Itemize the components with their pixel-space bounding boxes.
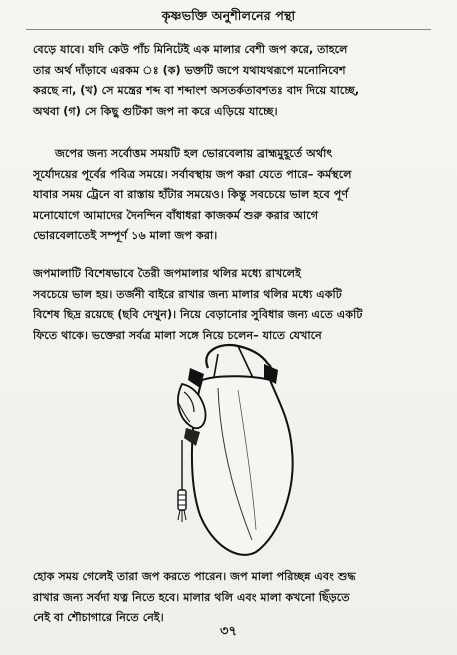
paragraph-4 — [33, 567, 433, 629]
text-line: বেড়ে যাবে। যদি কেউ পাঁচ মিনিটেই এক মালার বেশী জপ করে, তাহলে — [33, 43, 348, 56]
text-line: বিশেষ ছিদ্র রয়েছে (ছবি দেখুন)। নিয়ে বেড়ানোর সুবিধার জন্য এতে একটি — [33, 308, 363, 321]
page-header-title: কৃষ্ণভক্তি অনুশীলনের পন্থা — [161, 8, 296, 23]
page-number: ৩৭ — [220, 624, 237, 639]
text-line: যাবার সময় ট্রেনে বা রাস্তায় হাঁটার সময়েও। কিন্তু সবচেয়ে ভাল হবে পূর্ণ — [33, 188, 349, 201]
text-line: অথবা (গ) সে কিছু গুটিকা জপ না করে এড়িয়ে যাচ্ছে। — [33, 104, 278, 118]
text-line: নেই বা শৌচাগারে নিতে নেই। — [33, 611, 164, 624]
text-line: সবচেয়ে ভাল হয়। তর্জনী বাইরে রাখার জন্য মালার থলির মধ্যে একটি — [33, 287, 342, 301]
text-line: হোক সময় গেলেই তারা জপ করতে পারেন। জপ মালা পরিচ্ছন্ন এবং শুদ্ধ — [33, 570, 356, 583]
header-divider — [26, 29, 431, 30]
paragraph-1 — [33, 40, 433, 122]
paragraph-3 — [33, 264, 433, 346]
text-line: করছে না, (খ) সে মন্ত্রের শব্দ বা শব্দাংশ অসতর্কতাবশতঃ বাদ দিয়ে যাচ্ছে, — [33, 84, 360, 97]
text-line: জপমালাটি বিশেষভাবে তৈরী জপমালার থলির মধ্যে রাখলেই — [33, 267, 301, 280]
bead-bag-illustration-icon — [160, 340, 310, 565]
text-line: তার অর্থ দাঁড়াবে এরকম ঃ (ক) ভক্তটি জপে যথাযথরূপে মনোনিবেশ — [33, 63, 346, 77]
text-line: মনোযোগে আমাদের দৈনন্দিন বাঁধাধরা কাজকর্ম শুরু করার আগে — [33, 208, 319, 222]
text-line: সূর্যোদয়ের পূর্বের পবিত্র সময়ে। সর্বাবস্থায় জপ করা যেতে পারে– কর্মস্থলে — [33, 167, 352, 181]
paragraph-2 — [33, 144, 433, 247]
text-line: ভোরবেলাতেই সম্পূর্ণ ১৬ মালা জপ করা। — [33, 229, 218, 242]
text-line: জপের জন্য সর্বোত্তম সময়টি হল ভোরবেলায় ব্রাহ্মমুহূর্তে অর্থাৎ — [55, 147, 333, 160]
text-line: ফিতে থাকে। ভক্তেরা সর্বত্র মালা সঙ্গে নিয়ে চলেন– যাতে যেখানে — [33, 328, 322, 342]
text-line: রাখার জন্য সর্বদা যত্ন নিতে হবে। মালার থলি এবং মালা কখনো ছিঁড়তে — [33, 590, 350, 604]
